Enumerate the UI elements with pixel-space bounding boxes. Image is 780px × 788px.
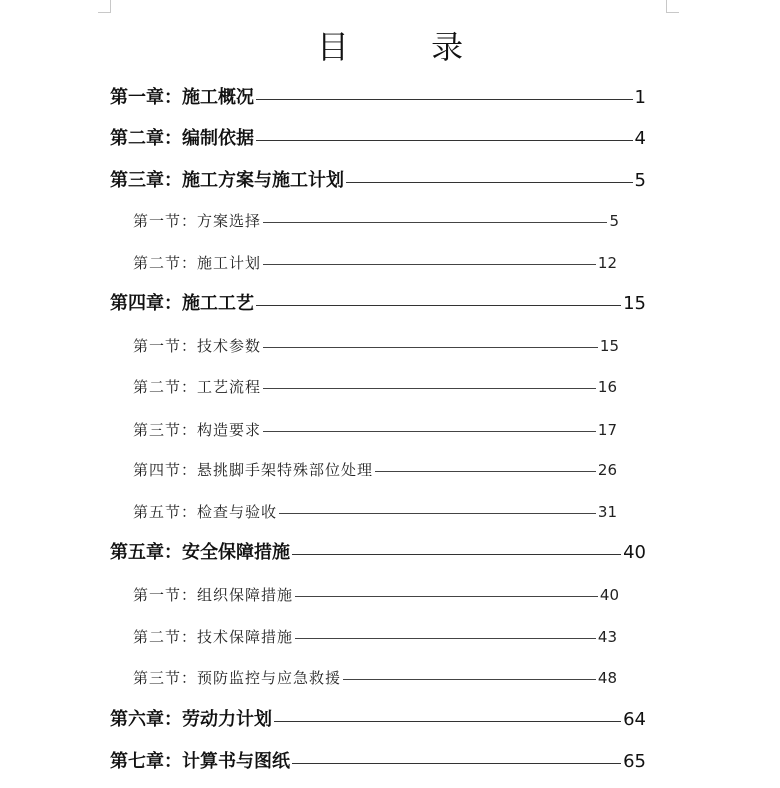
toc-entry-label: 第四节：悬挑脚手架特殊部位处理: [133, 461, 374, 479]
toc-entry-label: 第五章：安全保障措施: [110, 542, 290, 563]
leader-line: [256, 304, 621, 306]
leader-line: [256, 139, 633, 141]
toc-entry-page: 5: [609, 212, 619, 230]
toc-entry-page: 40: [623, 542, 646, 563]
toc-entry-page: 15: [599, 337, 619, 355]
leader-line: [292, 762, 621, 764]
toc-entry-page: 15: [623, 293, 646, 314]
toc-section-entry[interactable]: [133, 458, 617, 482]
toc-entry-label: 第一节：方案选择: [133, 212, 262, 230]
leader-line: [375, 470, 596, 472]
toc-chapter-entry[interactable]: [110, 290, 646, 318]
leader-line: [263, 346, 598, 348]
toc-entry-label: 第一章：施工概况: [110, 87, 254, 108]
toc-section-entry[interactable]: [133, 625, 617, 649]
toc-entry-label: 第二节：工艺流程: [133, 378, 262, 396]
toc-entry-page: 31: [597, 503, 617, 521]
toc-entry-label: 第二章：编制依据: [110, 128, 254, 149]
leader-line: [295, 637, 596, 639]
leader-line: [343, 678, 596, 680]
toc-entry-label: 第四章：施工工艺: [110, 293, 254, 314]
toc-entry-label: 第三章：施工方案与施工计划: [110, 170, 344, 191]
toc-section-entry[interactable]: [133, 500, 617, 524]
toc-section-entry[interactable]: [133, 583, 619, 607]
toc-entry-page: 1: [634, 87, 646, 108]
toc-entry-page: 4: [634, 128, 646, 149]
toc-chapter-entry[interactable]: [110, 167, 646, 195]
toc-chapter-entry[interactable]: [110, 539, 646, 567]
toc-section-entry[interactable]: [133, 418, 617, 442]
toc-entry-page: 64: [623, 709, 646, 730]
toc-entry-page: 17: [597, 421, 617, 439]
leader-line: [256, 98, 633, 100]
leader-line: [279, 512, 596, 514]
toc-chapter-entry[interactable]: [110, 706, 646, 734]
toc-entry-label: 第三节：构造要求: [133, 421, 262, 439]
leader-line: [292, 553, 621, 555]
leader-line: [263, 263, 596, 265]
toc-section-entry[interactable]: [133, 251, 617, 275]
leader-line: [263, 387, 596, 389]
toc-entry-label: 第一节：组织保障措施: [133, 586, 294, 604]
toc-entry-page: 5: [634, 170, 646, 191]
toc-entry-page: 12: [597, 254, 617, 272]
leader-line: [263, 221, 607, 223]
toc-entry-label: 第二节：技术保障措施: [133, 628, 294, 646]
toc-entry-page: 43: [597, 628, 617, 646]
leader-line: [263, 430, 596, 432]
toc-title: 目 录: [316, 28, 500, 66]
toc-entry-page: 26: [597, 461, 617, 479]
toc-chapter-entry[interactable]: [110, 125, 646, 153]
toc-entry-label: 第七章：计算书与图纸: [110, 751, 290, 772]
toc-section-entry[interactable]: [133, 375, 617, 399]
toc-entry-page: 65: [623, 751, 646, 772]
toc-entry-page: 16: [597, 378, 617, 396]
toc-entry-label: 第三节：预防监控与应急救援: [133, 669, 342, 687]
toc-chapter-entry[interactable]: [110, 748, 646, 776]
toc-section-entry[interactable]: [133, 666, 617, 690]
leader-line: [295, 595, 598, 597]
toc-section-entry[interactable]: [133, 209, 619, 233]
toc-entry-label: 第五节：检查与验收: [133, 503, 278, 521]
toc-chapter-entry[interactable]: [110, 84, 646, 112]
toc-entry-label: 第六章：劳动力计划: [110, 709, 272, 730]
toc-entry-label: 第一节：技术参数: [133, 337, 262, 355]
leader-line: [346, 181, 633, 183]
toc-entry-page: 48: [597, 669, 617, 687]
toc-section-entry[interactable]: [133, 334, 619, 358]
toc-entry-page: 40: [599, 586, 619, 604]
toc-entry-label: 第二节：施工计划: [133, 254, 262, 272]
leader-line: [274, 720, 621, 722]
